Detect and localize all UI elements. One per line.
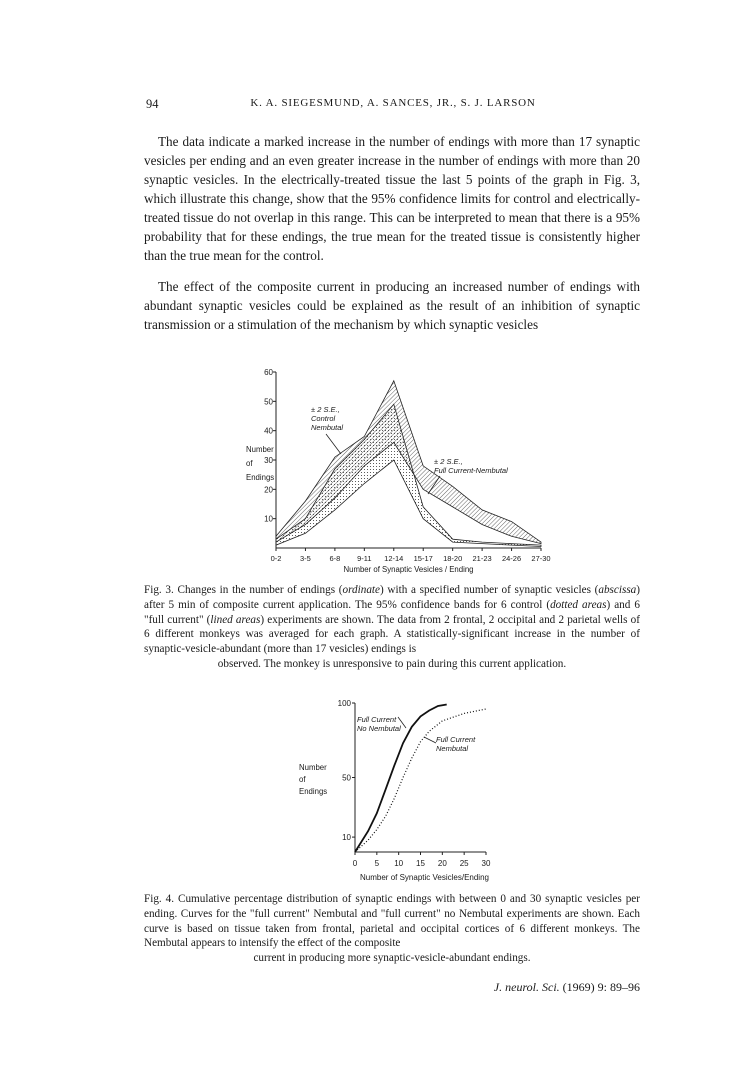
y-axis-label: Endings — [299, 787, 328, 796]
x-tick-label: 5 — [374, 859, 380, 868]
x-tick-label: 0-2 — [270, 554, 282, 563]
body-paragraph-2: The effect of the composite current in producing an increased number of endings with abundant synaptic vesicles could be explained as the result of an inhibition of synaptic transmission or a stimulation of the mechanism by which synaptic vesicles — [144, 279, 640, 332]
series-label-nembutal: Nembutal — [436, 744, 469, 753]
y-tick-label: 50 — [264, 397, 273, 407]
caption-last-line: current in producing more synaptic-vesicle-abundant endings. — [253, 952, 531, 965]
x-tick-label: 20 — [437, 859, 447, 868]
journal-citation: (1969) 9: 89–96 — [559, 980, 640, 994]
journal-reference — [440, 980, 640, 995]
caption-text: ) and 6 "full current" ( — [144, 598, 640, 626]
caption-italic: dotted areas — [550, 598, 607, 611]
x-tick-label: 0 — [352, 859, 358, 868]
x-tick-label: 21-23 — [472, 554, 492, 563]
page-number: 94 — [146, 97, 159, 111]
y-axis-label: of — [246, 459, 253, 468]
y-tick-label: 40 — [264, 426, 273, 436]
caption-italic: lined areas — [210, 613, 261, 626]
y-tick-label: 10 — [264, 514, 273, 524]
y-tick-label: 30 — [264, 456, 273, 465]
x-tick-label: 27-30 — [531, 554, 551, 563]
caption-text: ) experiments are shown. The data from 2 frontal, 2 occipital and 2 parietal wells of 6 different monkeys was averaged for each graph. A statistically-significant increase in the number of synaptic-vesicle-abundant (more than 17 vesicles) endings is — [144, 613, 640, 656]
figure-4-caption — [144, 892, 640, 966]
series-label-no-nembutal: No Nembutal — [357, 724, 401, 733]
x-tick-label: 30 — [481, 859, 491, 868]
caption-italic: abscissa — [598, 584, 637, 596]
x-tick-label: 9-11 — [357, 554, 372, 563]
annotation-control: ± 2 S.E., — [311, 405, 340, 414]
x-tick-label: 15 — [416, 859, 425, 868]
series-label-no-nembutal: Full Current — [357, 715, 397, 724]
caption-italic: ordinate — [342, 584, 380, 596]
caption-last-line: observed. The monkey is unresponsive to pain during this current application. — [217, 657, 567, 670]
x-tick-label: 3-5 — [300, 554, 311, 563]
x-tick-label: 10 — [394, 859, 404, 868]
caption-text: ) with a specified number of synaptic vesicles ( — [380, 584, 599, 596]
y-tick-label: 20 — [264, 485, 273, 495]
series-label-nembutal: Full Current — [436, 735, 476, 744]
annotation-control: Control — [311, 414, 336, 423]
journal-name: J. neurol. Sci. — [493, 980, 560, 994]
annotation-full-current: Full Current-Nembutal — [434, 466, 508, 475]
annotation-control: Nembutal — [311, 423, 344, 432]
caption-text: Fig. 3. Changes in the number of endings ( — [144, 584, 343, 596]
x-axis-label: Number of Synaptic Vesicles / Ending — [343, 565, 474, 574]
x-tick-label: 24-26 — [501, 554, 522, 563]
y-axis-label: Number — [246, 445, 274, 454]
x-tick-label: 6-8 — [329, 554, 341, 563]
y-tick-label: 50 — [342, 773, 351, 783]
x-tick-label: 12-14 — [384, 554, 404, 563]
y-axis-label: Number — [299, 763, 327, 772]
x-axis-label: Number of Synaptic Vesicles/Ending — [360, 873, 489, 882]
annotation-full-current: ± 2 S.E., — [434, 457, 463, 466]
x-tick-label: 15-17 — [413, 554, 433, 563]
caption-text: ) after 5 min of composite current application. The 95% confidence bands for 6 control ( — [144, 584, 640, 611]
y-tick-label: 60 — [264, 368, 273, 377]
running-head: K. A. SIEGESMUND, A. SANCES, JR., S. J. LARSON — [250, 97, 536, 109]
figure-3-caption — [144, 583, 640, 672]
y-tick-label: 100 — [337, 699, 351, 708]
caption-text: Fig. 4. Cumulative percentage distribution of synaptic endings with between 0 and 30 synaptic vesicles per ending. Curves for the "full current" Nembutal and "full current" no Nembutal experiments are shown. Each curve is based on tissue taken from frontal, parietal and occipital cortices of 6 different monkeys. The Nembutal appears to intensify the effect of the composite — [144, 893, 640, 950]
y-axis-label: of — [299, 775, 306, 784]
x-tick-label: 18-20 — [443, 554, 463, 563]
y-axis-label: Endings — [246, 473, 275, 482]
y-tick-label: 10 — [342, 833, 351, 843]
x-tick-label: 25 — [459, 859, 469, 868]
body-paragraph-1: The data indicate a marked increase in the number of endings with more than 17 synaptic vesicles per ending and an even greater increase in the number of endings with more than 20 synaptic vesicles. In the electrically-treated tissue the last 5 points of the graph in Fig. 3, which illustrate this change, show that the 95% confidence limits for control and electrically-treated tissue do not overlap in this range. This can be interpreted to mean that there is a 95% probability that for these endings, the true mean for the treated tissue is consistently higher than the true mean for the control. — [144, 134, 640, 263]
label-leader — [424, 737, 436, 743]
